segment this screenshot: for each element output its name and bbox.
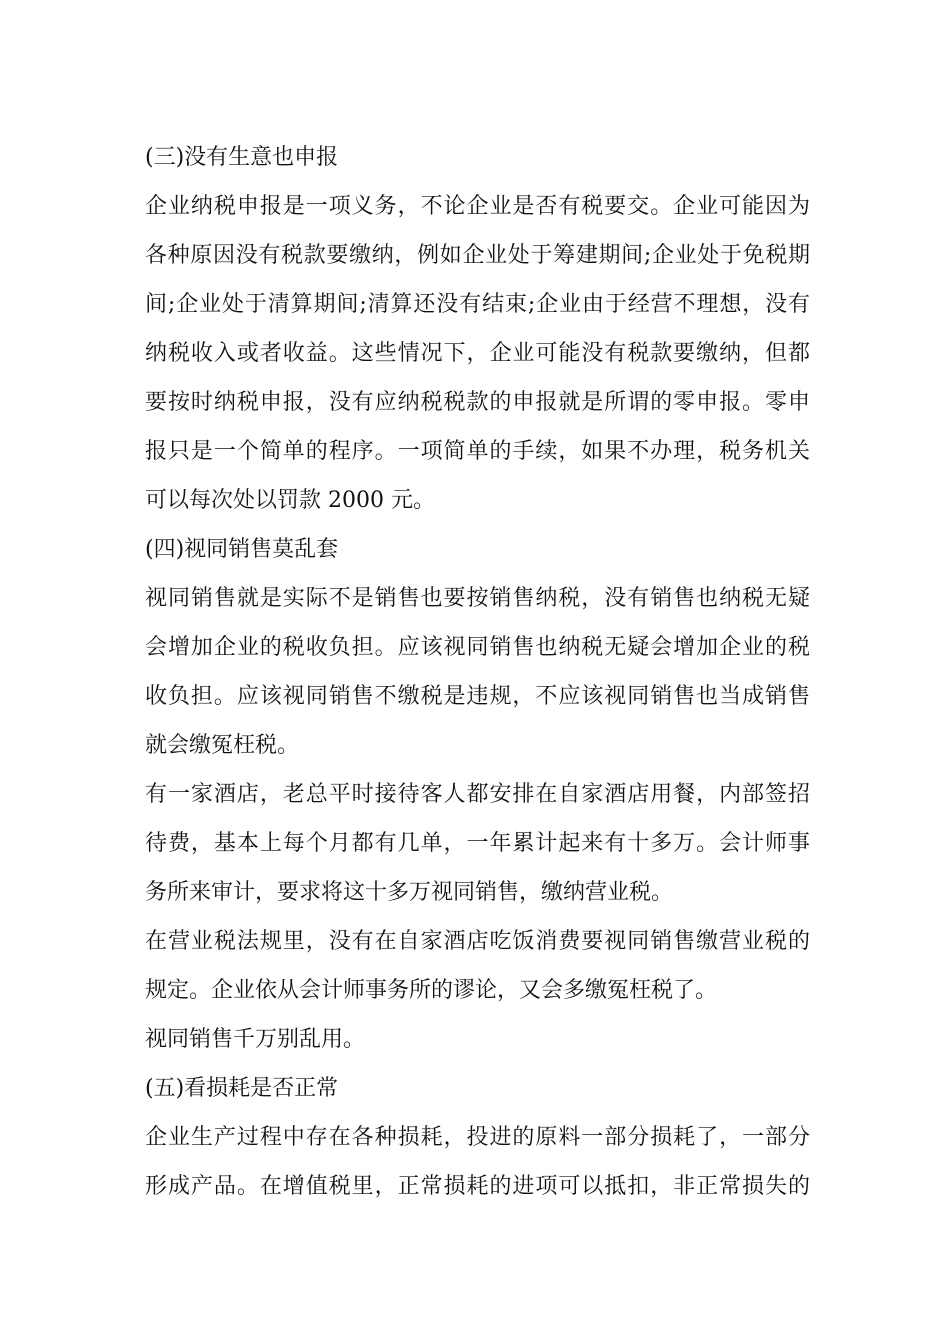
paragraph-line: 形成产品。在增值税里，正常损耗的进项可以抵扣，非正常损失的 bbox=[145, 1174, 810, 1199]
paragraph-line: 规定。企业依从会计师事务所的谬论，又会多缴冤枉税了。 bbox=[145, 978, 718, 1003]
section-heading-4: (四)视同销售莫乱套 bbox=[145, 537, 339, 562]
paragraph-line: 会增加企业的税收负担。应该视同销售也纳税无疑会增加企业的税 bbox=[145, 635, 810, 660]
paragraph-line: 在营业税法规里，没有在自家酒店吃饭消费要视同销售缴营业税的 bbox=[145, 929, 810, 954]
paragraph-line: 务所来审计，要求将这十多万视同销售，缴纳营业税。 bbox=[145, 880, 674, 905]
paragraph-line: 视同销售就是实际不是销售也要按销售纳税，没有销售也纳税无疑 bbox=[145, 586, 810, 611]
paragraph-line: 视同销售千万别乱用。 bbox=[145, 1027, 366, 1052]
paragraph-line: 收负担。应该视同销售不缴税是违规，不应该视同销售也当成销售 bbox=[145, 684, 810, 709]
section-heading-3: (三)没有生意也申报 bbox=[145, 145, 339, 170]
paragraph-line: 就会缴冤枉税。 bbox=[145, 733, 300, 758]
paragraph-line: 报只是一个简单的程序。一项简单的手续，如果不办理，税务机关 bbox=[145, 439, 810, 464]
paragraph-line: 各种原因没有税款要缴纳，例如企业处于筹建期间;企业处于免税期 bbox=[145, 243, 810, 268]
paragraph-line: 可以每次处以罚款 2000 元。 bbox=[145, 488, 435, 513]
paragraph-line: 间;企业处于清算期间;清算还没有结束;企业由于经营不理想，没有 bbox=[145, 292, 810, 317]
paragraph-line: 有一家酒店，老总平时接待客人都安排在自家酒店用餐，内部签招 bbox=[145, 782, 810, 807]
paragraph-line: 企业纳税申报是一项义务，不论企业是否有税要交。企业可能因为 bbox=[145, 194, 810, 219]
paragraph-line: 待费，基本上每个月都有几单，一年累计起来有十多万。会计师事 bbox=[145, 831, 810, 856]
section-heading-5: (五)看损耗是否正常 bbox=[145, 1076, 339, 1101]
paragraph-line: 纳税收入或者收益。这些情况下，企业可能没有税款要缴纳，但都 bbox=[145, 341, 810, 366]
paragraph-line: 要按时纳税申报，没有应纳税税款的申报就是所谓的零申报。零申 bbox=[145, 390, 810, 415]
document-body bbox=[145, 133, 810, 1211]
paragraph-line: 企业生产过程中存在各种损耗，投进的原料一部分损耗了，一部分 bbox=[145, 1125, 810, 1150]
